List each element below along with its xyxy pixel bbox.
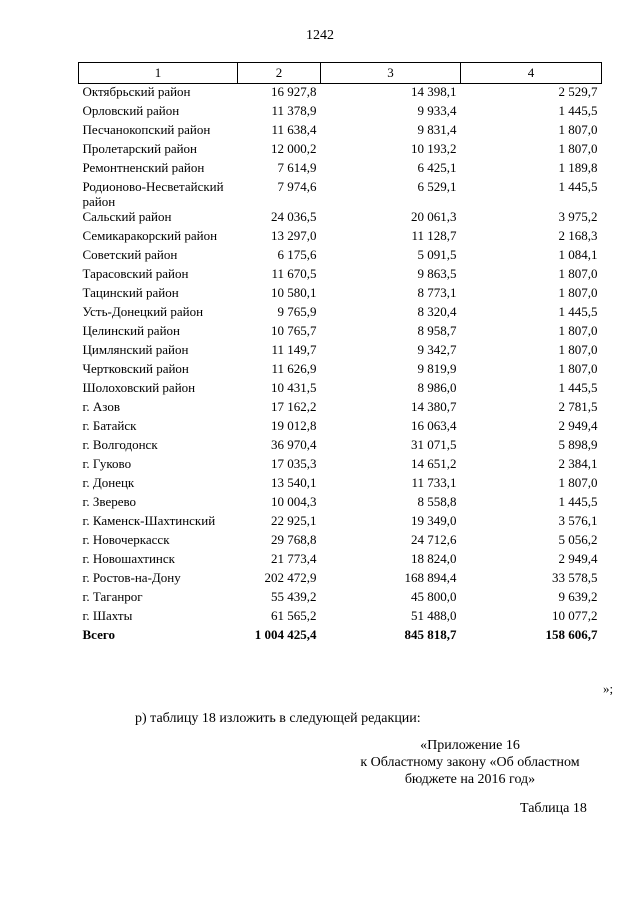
col3-value-cell: 11 128,7 xyxy=(411,228,457,243)
col3-value-cell: 51 488,0 xyxy=(411,608,457,623)
total-row xyxy=(79,627,602,646)
col3-value-cell: 6 425,1 xyxy=(417,160,457,175)
district-name-cell: г. Азов xyxy=(82,399,120,414)
district-name-cell: г. Каменск-Шахтинский xyxy=(82,513,216,528)
col3-value-cell: 8 320,4 xyxy=(417,304,457,319)
col3-value-cell: 19 349,0 xyxy=(411,513,457,528)
col4-value-cell: 33 578,5 xyxy=(552,570,598,585)
col4-value-cell: 1 445,5 xyxy=(558,103,598,118)
table-row xyxy=(79,608,602,627)
col4-value-cell: 2 781,5 xyxy=(558,399,598,414)
district-name-cell: Советский район xyxy=(82,247,178,262)
col2-value-cell: 10 004,3 xyxy=(271,494,317,509)
col3-value-cell: 845 818,7 xyxy=(404,627,457,642)
col3-value-cell: 9 819,9 xyxy=(417,361,457,376)
col2-value-cell: 29 768,8 xyxy=(271,532,317,547)
col3-value-cell: 20 061,3 xyxy=(411,209,457,224)
district-name-cell: Цимлянский район xyxy=(82,342,189,357)
district-name-cell: Семикаракорский район xyxy=(82,228,218,243)
col2-value-cell: 22 925,1 xyxy=(271,513,317,528)
col2-value-cell: 61 565,2 xyxy=(271,608,317,623)
table-row xyxy=(79,84,602,104)
table-row xyxy=(79,304,602,323)
col3-value-cell: 168 894,4 xyxy=(404,570,457,585)
col2-value-cell: 11 670,5 xyxy=(271,266,317,281)
table-row xyxy=(79,513,602,532)
col4-value-cell: 1 807,0 xyxy=(558,266,598,281)
table-row xyxy=(79,418,602,437)
col3-value-cell: 18 824,0 xyxy=(411,551,457,566)
table-row xyxy=(79,551,602,570)
table-row xyxy=(79,323,602,342)
col3-value-cell: 9 342,7 xyxy=(417,342,457,357)
col2-value-cell: 10 431,5 xyxy=(271,380,317,395)
col2-value-cell: 24 036,5 xyxy=(271,209,317,224)
col2-value-cell: 17 035,3 xyxy=(271,456,317,471)
col2-value-cell: 7 614,9 xyxy=(277,160,317,175)
district-name-cell: г. Новочеркасск xyxy=(82,532,170,547)
col4-value-cell: 5 898,9 xyxy=(558,437,598,452)
col4-value-cell: 1 189,8 xyxy=(558,160,598,175)
col3-value-cell: 16 063,4 xyxy=(411,418,457,433)
col2-value-cell: 36 970,4 xyxy=(271,437,317,452)
col3-value-cell: 31 071,5 xyxy=(411,437,457,452)
table-row xyxy=(79,247,602,266)
district-name-cell: г. Батайск xyxy=(82,418,137,433)
col3-value-cell: 14 398,1 xyxy=(411,84,457,99)
appendix-line-2: к Областному закону «Об областном xyxy=(360,755,580,770)
col2-value-cell: 1 004 425,4 xyxy=(254,627,317,642)
col4-value-cell: 1 807,0 xyxy=(558,361,598,376)
col4-value-cell: 9 639,2 xyxy=(558,589,598,604)
col3-value-cell: 14 651,2 xyxy=(411,456,457,471)
district-name-cell: г. Ростов-на-Дону xyxy=(82,570,181,585)
table-label: Таблица 18 xyxy=(520,801,587,816)
col4-value-cell: 1 807,0 xyxy=(558,323,598,338)
col4-value-cell: 1 084,1 xyxy=(558,247,598,262)
district-name-cell: Родионово-Несветайский район xyxy=(82,179,224,209)
instruction-text: р) таблицу 18 изложить в следующей редакции: xyxy=(135,711,421,726)
col3-value-cell: 9 863,5 xyxy=(417,266,457,281)
col4-value-cell: 158 606,7 xyxy=(545,627,598,642)
district-name-cell: Чертковский район xyxy=(82,361,189,376)
column-header-1: 1 xyxy=(79,63,238,84)
col4-value-cell: 1 807,0 xyxy=(558,342,598,357)
column-header-4: 4 xyxy=(461,63,602,84)
district-name-cell: Тарасовский район xyxy=(82,266,189,281)
table-row xyxy=(79,209,602,228)
table-row xyxy=(79,475,602,494)
col4-value-cell: 5 056,2 xyxy=(558,532,598,547)
table-header-row xyxy=(79,63,602,84)
col2-value-cell: 17 162,2 xyxy=(271,399,317,414)
col2-value-cell: 16 927,8 xyxy=(271,84,317,99)
district-name-cell: Октябрьский район xyxy=(82,84,191,99)
appendix-line-3: бюджете на 2016 год» xyxy=(404,772,536,787)
district-name-cell: Тацинский район xyxy=(82,285,179,300)
col2-value-cell: 7 974,6 xyxy=(277,179,317,194)
table-row xyxy=(79,380,602,399)
col3-value-cell: 14 380,7 xyxy=(411,399,457,414)
col3-value-cell: 8 558,8 xyxy=(417,494,457,509)
district-name-cell: Всего xyxy=(82,627,115,642)
table-row xyxy=(79,179,602,209)
district-name-cell: г. Таганрог xyxy=(82,589,143,604)
appendix-line-1: «Приложение 16 xyxy=(420,738,520,753)
col4-value-cell: 10 077,2 xyxy=(552,608,598,623)
table-row xyxy=(79,342,602,361)
col3-value-cell: 6 529,1 xyxy=(417,179,457,194)
district-name-cell: Сальский район xyxy=(82,209,172,224)
district-name-cell: г. Шахты xyxy=(82,608,133,623)
col2-value-cell: 11 626,9 xyxy=(271,361,317,376)
col2-value-cell: 13 297,0 xyxy=(271,228,317,243)
col4-value-cell: 3 576,1 xyxy=(558,513,598,528)
district-name-cell: Шолоховский район xyxy=(82,380,196,395)
col2-value-cell: 11 638,4 xyxy=(271,122,317,137)
col3-value-cell: 24 712,6 xyxy=(411,532,457,547)
table-row xyxy=(79,266,602,285)
table-row xyxy=(79,285,602,304)
col2-value-cell: 10 580,1 xyxy=(271,285,317,300)
district-name-cell: Пролетарский район xyxy=(82,141,198,156)
appendix-heading xyxy=(340,737,600,788)
col2-value-cell: 13 540,1 xyxy=(271,475,317,490)
table-row xyxy=(79,456,602,475)
col4-value-cell: 2 384,1 xyxy=(558,456,598,471)
table-row xyxy=(79,103,602,122)
col4-value-cell: 1 807,0 xyxy=(558,285,598,300)
district-name-cell: г. Новошахтинск xyxy=(82,551,175,566)
table-row xyxy=(79,589,602,608)
col2-value-cell: 10 765,7 xyxy=(271,323,317,338)
col2-value-cell: 11 378,9 xyxy=(271,103,317,118)
col2-value-cell: 12 000,2 xyxy=(271,141,317,156)
table-row xyxy=(79,437,602,456)
col4-value-cell: 1 807,0 xyxy=(558,475,598,490)
table-row xyxy=(79,361,602,380)
col4-value-cell: 2 949,4 xyxy=(558,551,598,566)
col3-value-cell: 5 091,5 xyxy=(417,247,457,262)
district-name-cell: г. Гуково xyxy=(82,456,132,471)
table-row xyxy=(79,494,602,513)
col4-value-cell: 1 445,5 xyxy=(558,494,598,509)
column-header-3: 3 xyxy=(321,63,461,84)
district-name-cell: г. Донецк xyxy=(82,475,135,490)
district-name-cell: Усть-Донецкий район xyxy=(82,304,204,319)
col2-value-cell: 19 012,8 xyxy=(271,418,317,433)
col3-value-cell: 45 800,0 xyxy=(411,589,457,604)
table-row xyxy=(79,570,602,589)
table-row xyxy=(79,141,602,160)
district-name-cell: г. Волгодонск xyxy=(82,437,158,452)
table-body xyxy=(79,84,602,647)
district-name-cell: Песчанокопский район xyxy=(82,122,211,137)
col3-value-cell: 10 193,2 xyxy=(411,141,457,156)
district-name-cell: Целинский район xyxy=(82,323,180,338)
col4-value-cell: 1 445,5 xyxy=(558,304,598,319)
col4-value-cell: 2 949,4 xyxy=(558,418,598,433)
col4-value-cell: 2 168,3 xyxy=(558,228,598,243)
col3-value-cell: 8 773,1 xyxy=(417,285,457,300)
district-name-cell: Ремонтненский район xyxy=(82,160,205,175)
col2-value-cell: 9 765,9 xyxy=(277,304,317,319)
closing-quote-mark: »; xyxy=(603,681,614,696)
col3-value-cell: 8 986,0 xyxy=(417,380,457,395)
col4-value-cell: 1 807,0 xyxy=(558,122,598,137)
col2-value-cell: 21 773,4 xyxy=(271,551,317,566)
col2-value-cell: 55 439,2 xyxy=(271,589,317,604)
col2-value-cell: 202 472,9 xyxy=(264,570,317,585)
budget-table xyxy=(78,62,602,646)
table-row xyxy=(79,399,602,418)
page-number: 1242 xyxy=(306,28,334,43)
table-row xyxy=(79,122,602,141)
table-row xyxy=(79,228,602,247)
col4-value-cell: 1 445,5 xyxy=(558,380,598,395)
col3-value-cell: 9 831,4 xyxy=(417,122,457,137)
district-name-cell: г. Зверево xyxy=(82,494,137,509)
col4-value-cell: 1 807,0 xyxy=(558,141,598,156)
district-name-cell: Орловский район xyxy=(82,103,180,118)
table-row xyxy=(79,160,602,179)
col3-value-cell: 11 733,1 xyxy=(411,475,457,490)
table-row xyxy=(79,532,602,551)
col4-value-cell: 2 529,7 xyxy=(558,84,598,99)
col2-value-cell: 11 149,7 xyxy=(271,342,317,357)
col4-value-cell: 1 445,5 xyxy=(558,179,598,194)
col2-value-cell: 6 175,6 xyxy=(277,247,317,262)
col4-value-cell: 3 975,2 xyxy=(558,209,598,224)
col3-value-cell: 8 958,7 xyxy=(417,323,457,338)
column-header-2: 2 xyxy=(238,63,321,84)
col3-value-cell: 9 933,4 xyxy=(417,103,457,118)
